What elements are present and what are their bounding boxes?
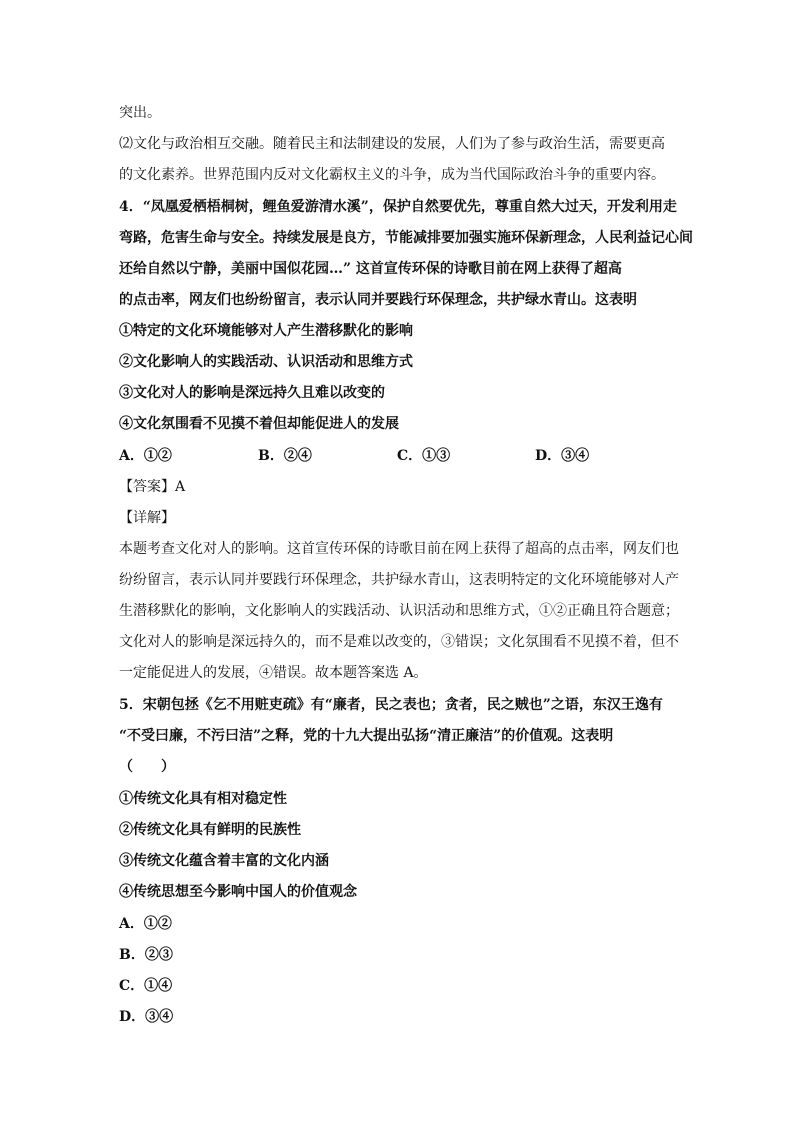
detail-text: 文化对人的影响是深远持久的，而不是难以改变的，③错误；文化氛围看不见摸不着，但不 [119, 634, 679, 650]
statement-item: ①传统文化具有相对稳定性 [119, 791, 287, 807]
statement-item: ④文化氛围看不见摸不着但却能促进人的发展 [119, 416, 399, 432]
statement-item: ②文化影响人的实践活动、认识活动和思维方式 [119, 354, 413, 370]
question-5-stem: “不受曰廉，不污曰洁”之释，党的十九大提出弘扬“清正廉洁”的价值观。这表明 [119, 728, 614, 744]
detail-text: 一定能促进人的发展，④错误。故本题答案选 A。 [119, 665, 428, 681]
option-c: C．①③ [397, 448, 451, 464]
statement-item: ③传统文化蕴含着丰富的文化内涵 [119, 853, 329, 869]
question-4-stem: 的点击率，网友们也纷纷留言，表示认同并要践行环保理念，共护绿水青山。这表明 [119, 292, 637, 308]
text-line: ⑵文化与政治相互交融。随着民主和法制建设的发展，人们为了参与政治生活，需要更高 [119, 136, 665, 152]
question-4-stem: 弯路，危害生命与安全。持续发展是良方，节能减排要加强实施环保新理念，人民利益记心间 [119, 230, 693, 246]
statement-item: ③文化对人的影响是深远持久且难以改变的 [119, 385, 385, 401]
statement-item: ②传统文化具有鲜明的民族性 [119, 822, 301, 838]
question-5-stem: 5．宋朝包拯《乞不用赃吏疏》有“廉者，民之表也；贪者，民之贼也”之语，东汉王逸有 [119, 697, 663, 713]
text-line: 的文化素养。世界范围内反对文化霸权主义的斗争，成为当代国际政治斗争的重要内容。 [119, 167, 665, 183]
text-line: 突出。 [119, 105, 161, 121]
option-d: D．③④ [535, 448, 590, 464]
statement-item: ①特定的文化环境能够对人产生潜移默化的影响 [119, 323, 413, 339]
detail-text: 本题考查文化对人的影响。这首宣传环保的诗歌目前在网上获得了超高的点击率，网友们也 [119, 541, 679, 557]
option-a: A．①② [119, 916, 172, 932]
detail-text: 纷纷留言，表示认同并要践行环保理念，共护绿水青山，这表明特定的文化环境能够对人产 [119, 572, 679, 588]
answer-label: 【答案】A [119, 479, 186, 495]
detail-label: 【详解】 [119, 510, 175, 526]
question-4-stem: 还给自然以宁静，美丽中国似花园…” 这首宣传环保的诗歌目前在网上获得了超高 [119, 261, 622, 277]
question-5-stem: （ ） [119, 759, 175, 775]
statement-item: ④传统思想至今影响中国人的价值观念 [119, 884, 357, 900]
option-a: A．①② [119, 448, 172, 464]
option-d: D．③④ [119, 1009, 174, 1025]
detail-text: 生潜移默化的影响，文化影响人的实践活动、认识活动和思维方式，①②正确且符合题意； [119, 603, 679, 619]
question-4-stem: 4．“凤凰爱栖梧桐树，鲤鱼爱游清水溪”，保护自然要优先，尊重自然大过天，开发利用走 [119, 199, 677, 215]
option-b: B．②③ [119, 947, 173, 963]
option-b: B．②④ [258, 448, 312, 464]
option-c: C．①④ [119, 978, 173, 994]
